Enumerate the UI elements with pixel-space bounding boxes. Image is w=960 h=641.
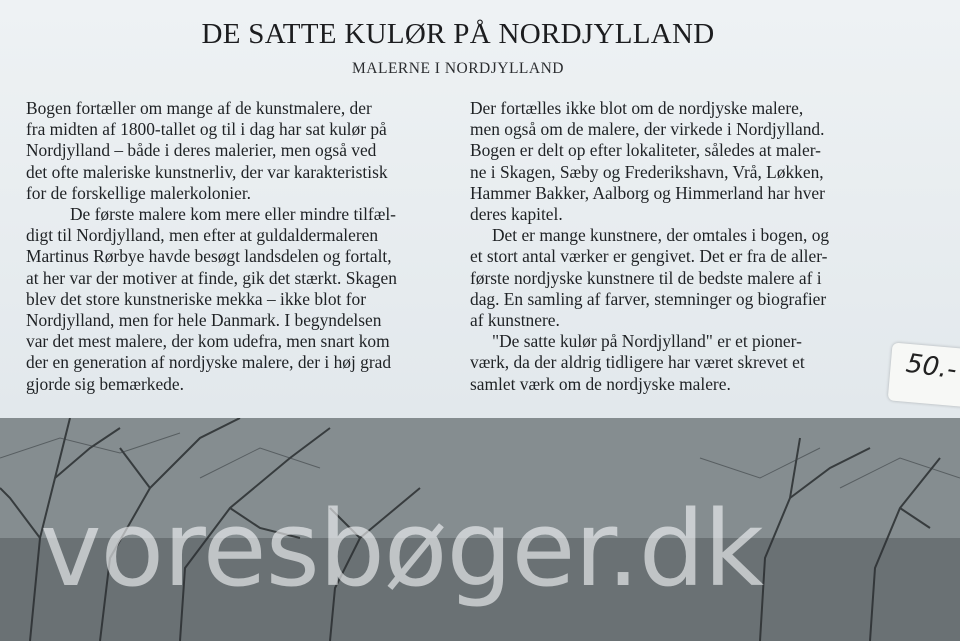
text-line: Det er mange kunstnere, der omtales i bogen, og [492,225,830,246]
page-title: DE SATTE KULØR PÅ NORDJYLLAND [201,18,715,50]
text-line: værk, da der aldrig tidligere har været skrevet et [470,352,805,373]
text-line: at her var der motiver at finde, gik det stærkt. Skagen [26,267,397,288]
text-line: første nordjyske kunstnere til de bedste malere af i [470,267,822,288]
text-line: der en generation af nordjyske malere, der i høj grad [26,352,392,373]
text-line: gjorde sig bemærkede. [26,373,184,394]
text-line: ne i Skagen, Sæby og Frederikshavn, Vrå, Løkken, [470,161,824,182]
text-line: digt til Nordjylland, men efter at guldaldermaleren [26,225,379,246]
text-line: et stort antal værker er gengivet. Det er fra de aller- [470,246,828,267]
text-line: samlet værk om de nordjyske malere. [470,373,731,394]
text-line: Nordjylland – både i deres malerier, men også ved [26,140,377,161]
price-label: 50.- [904,348,959,386]
text-line: "De satte kulør på Nordjylland" er et pioner- [492,331,802,352]
page-subtitle: MALERNE I NORDJYLLAND [352,60,564,77]
text-line: Hammer Bakker, Aalborg og Himmerland har hver [470,182,825,203]
text-line: Bogen er delt op efter lokaliteter, således at maler- [470,140,821,161]
text-line: var det mest malere, der kom udefra, men snart kom [26,331,390,352]
text-line: dag. En samling af farver, stemninger og biografier [470,288,827,309]
text-line: fra midten af 1800-tallet og til i dag har sat kulør på [26,119,387,140]
text-line: for de forskellige malerkolonier. [26,182,252,203]
text-line: det ofte maleriske kunstnerliv, der var karakteristisk [26,161,388,182]
text-line: deres kapitel. [470,204,563,225]
site-watermark: voresbøger.dk [40,488,763,610]
text-line: Nordjylland, men for hele Danmark. I begyndelsen [26,310,382,331]
left-text-column [26,98,454,395]
text-line: Bogen fortæller om mange af de kunstmalere, der [26,98,372,118]
right-text-column [470,98,906,395]
text-line: De første malere kom mere eller mindre tilfæl- [70,204,396,225]
text-line: Der fortælles ikke blot om de nordjyske malere, [470,98,804,118]
text-line: men også om de malere, der virkede i Nordjylland. [470,119,825,140]
text-line: af kunstnere. [470,310,560,331]
text-line: blev det store kunstneriske mekka – ikke blot for [26,288,367,309]
text-line: Martinus Rørbye havde besøgt landsdelen og fortalt, [26,246,392,267]
